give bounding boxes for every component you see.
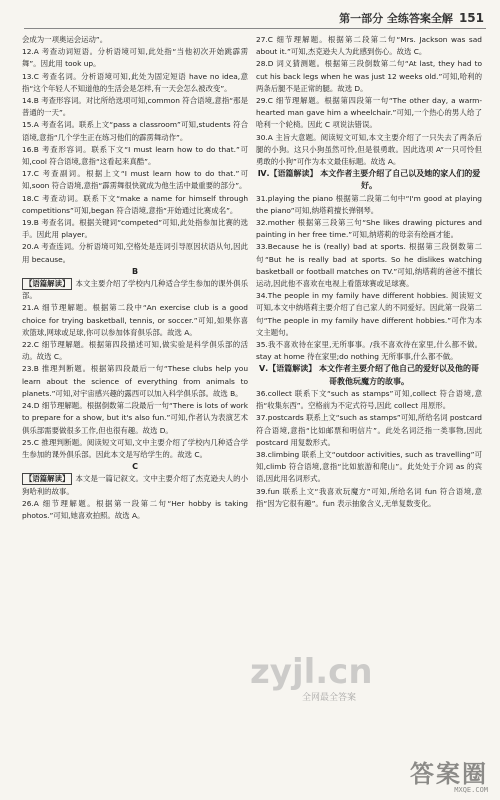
answer-item: 37.postcards 联系上文“such as stamps”可知,所给名词 postcard 符合语境,意指“比如邮票和明信片”。此处名词泛指一类事物,因此 postcard 用复数形式。 [256, 413, 482, 447]
header-rule [24, 28, 486, 29]
answer-item: 28.D 词义猜测题。根据第三段倒数第二句“At last, they had to cut his back legs when he was just 12 weeks old.”可知,哈利的两条后腿不是正常的腿。故选 D。 [256, 59, 482, 93]
answer-item: 34.The people in my family have different hobbies. 阅读短文可知,本文中纳塔莉主要介绍了自己家人的不同爱好。因此第一段第二句“The people in my family have different hobbies.”可作为本文主题句。 [256, 291, 482, 337]
answer-item: 23.B 推理判断题。根据第四段最后一句“These clubs help you learn about the science of everything from animals to planets.”可知,对宇宙感兴趣的露西可以加入科学俱乐部。故选 B。 [22, 364, 248, 398]
answer-item: 38.climbing 联系上文“outdoor activities, such as travelling”可知,climb 符合语境,意指“比如旅游和爬山”。此处处于介词 as 的宾语,因此用名词形式。 [256, 449, 482, 484]
answer-item: 26.A 细节理解题。根据第一段第二句“Her hobby is taking photos.”可知,她喜欢拍照。故选 A。 [22, 498, 248, 520]
answer-item: 18.C 考查动词。联系下文“make a name for himself through competitions”可知,began 符合语境,意指“开始通过比赛成名”。 [22, 193, 248, 215]
page-number: 151 [458, 11, 484, 25]
answer-item: 16.B 考查形容词。联系下文“I must learn how to do that.”可知,cool 符合语境,意指“这看起来真酷”。 [22, 144, 248, 167]
answer-item: 33.Because he is (really) bad at sports. 根据第三段倒数第二句“But he is really bad at sports. So he dislikes watching basketball or football matches on TV.”可知,纳塔莉的爸爸不擅长运动,因此他不喜欢在电视上看篮球赛或足球赛。 [256, 242, 482, 289]
answer-item: 32.mother 根据第三段第三句“She likes drawing pictures and painting in her free time.”可知,纳塔莉的母亲有绘画才能。 [256, 218, 482, 240]
left-column [22, 34, 248, 790]
section-title: 第一部分 全练答案全解 [339, 12, 453, 25]
answer-item: 17.C 考查副词。根据上文“I must learn how to do that.”可知,soon 符合语境,意指“霹雳舞很快就成为他生活中最重要的部分”。 [22, 169, 248, 191]
passage-summary-text: 本文是一篇记叙文。文中主要介绍了杰克逊夫人的小狗哈利的故事。 [22, 474, 248, 496]
answer-item: 25.C 推理判断题。阅读短文可知,文中主要介绍了学校内几种适合学生参加的课外俱乐部。因此本文是写给学生的。故选 C。 [22, 437, 248, 459]
answer-item: 31.playing the piano 根据第二段第二句中“I'm good at playing the piano”可知,纳塔莉擅长弹钢琴。 [256, 193, 482, 215]
answer-item: 30.A 主旨大意题。阅读短文可知,本文主要介绍了一只失去了两条后腿的小狗。这只小狗虽然可怜,但是很勇敢。因此选项 A“一只可怜但勇敢的小狗”可作为本文最佳标题。故选 A。 [256, 132, 482, 167]
watermark-logo [372, 754, 492, 794]
passage-summary-label: 【语篇解读】 [22, 278, 72, 290]
answer-item: 20.A 考查连词。分析语境可知,空格处是连词引导原因状语从句,因此用 because。 [22, 242, 248, 264]
answer-item: 14.B 考查形容词。对比所给选项可知,common 符合语境,意指“那是普通的一天”。 [22, 96, 248, 118]
passage-summary [22, 278, 248, 302]
passage-summary [22, 473, 248, 497]
answer-item: 29.C 细节理解题。根据第四段第一句“The other day, a warm-hearted man gave him a wheelchair.”可知,一个热心的男人给了哈利一个轮椅。因此 C 项说法错误。 [256, 96, 482, 130]
answer-item: 19.B 考查名词。根据关键词“competed”可知,此处指参加比赛的选手。因此用 player。 [22, 218, 248, 240]
watermark-sub: MXQE.COM [454, 786, 488, 794]
center-watermark: zyjl.cn [250, 652, 373, 692]
passage-summary-label: 【语篇解读】 [22, 473, 72, 485]
passage-summary-text: 本文主要介绍了学校内几种适合学生参加的课外俱乐部。 [22, 279, 248, 301]
section-heading: C [132, 462, 138, 472]
answer-item: 13.C 考查名词。分析语境可知,此处为固定短语 have no idea,意指“这个年轻人不知道他的生活会是怎样,有一天会怎么被改变”。 [22, 71, 248, 93]
section-heading: Ⅴ.【语篇解读】 本文作者主要介绍了他自己的爱好以及他的哥哥教他玩魔方的故事。 [258, 364, 479, 386]
answer-item: 22.C 细节理解题。根据第四段描述可知,做实验是科学俱乐部的活动。故选 C。 [22, 340, 248, 362]
answer-item: 36.collect 联系下文“such as stamps”可知,collect 符合语境,意指“收集东西”。空格前为不定式符号,因此 collect 用原形。 [256, 388, 482, 411]
answer-item: 39.fun 联系上文“我喜欢玩魔方”可知,所给名词 fun 符合语境,意指“因为它很有趣”。fun 表示抽象含义,无单复数变化。 [256, 486, 482, 508]
answer-item: 会成为一项奥运会运动”。 [22, 35, 108, 44]
header-title [339, 10, 484, 26]
answer-item: 15.A 考查名词。联系上文“pass a classroom”可知,students 符合语境,意指“几个学生正在练习他们的霹雳舞动作”。 [22, 120, 248, 142]
section-heading: Ⅳ.【语篇解读】 本文作者主要介绍了自己以及她的家人们的爱好。 [257, 169, 481, 191]
answer-item: 35.我不喜欢待在家里,无所事事。/我不喜欢待在家里,什么都不做。 stay at home 待在家里;do nothing 无所事事,什么都不做。 [256, 340, 482, 362]
answer-item: 21.A 细节理解题。根据第二段中“An exercise club is a good choice for trying basketball, tennis, or soccer.”可知,如果你喜欢篮球,网球或足球,你可以参加体育俱乐部。故选 A。 [22, 303, 248, 337]
answer-item: 24.D 细节理解题。根据倒数第二段最后一句“There is lots of work to prepare for a show, but it's also fun.”可知,作者认为表演艺术俱乐部需要做很多工作,但也很有趣。故选 D。 [22, 401, 248, 435]
page-header [0, 8, 500, 30]
center-watermark-sub: 全网最全答案 [302, 693, 357, 703]
section-heading: B [131, 266, 139, 276]
answer-item: 27.C 细节理解题。根据第二段第二句“Mrs. Jackson was sad about it.”可知,杰克逊夫人为此感到伤心。故选 C。 [256, 35, 482, 57]
watermark-main: 答案圈 [410, 760, 488, 788]
answer-item: 12.A 考查动词短语。分析语境可知,此处指“当他初次开始跳霹雳舞”。因此用 took up。 [22, 47, 248, 69]
